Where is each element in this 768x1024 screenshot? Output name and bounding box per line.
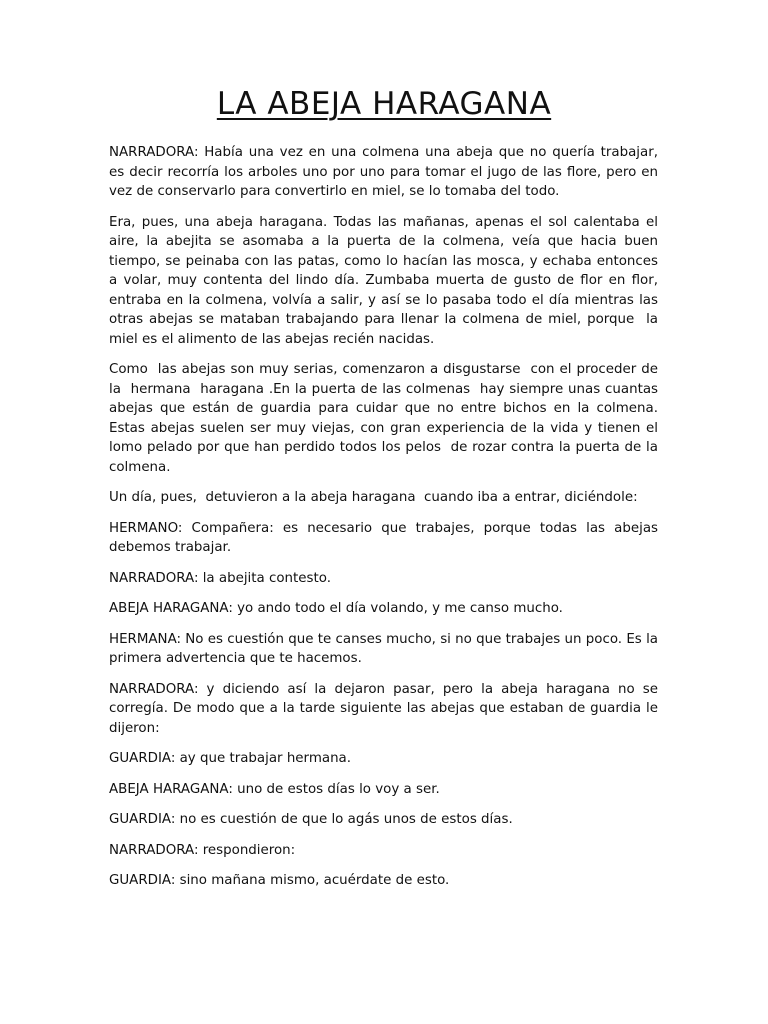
paragraph-12: GUARDIA: no es cuestión de que lo agás unos de estos días. [109,812,513,827]
paragraph-7: ABEJA HARAGANA: yo ando todo el día volando, y me canso mucho. [109,601,563,616]
paragraph-3: Como las abejas son muy serias, comenzaron a disgustarse con el proceder de la hermana haragana .En la puerta de las colmenas hay siempre unas cuantas abejas que están de guardia para cuidar que no entre bichos en la colmena. Estas abejas suelen ser muy viejas, con gran experiencia de la vida y tienen el lomo pelado por que han perdido todos los pelos de rozar contra la puerta de la colmena. [109,362,663,475]
paragraph-4: Un día, pues, detuvieron a la abeja haragana cuando iba a entrar, diciéndole: [109,490,638,505]
paragraph-5: HERMANO: Compañera: es necesario que trabajes, porque todas las abejas debemos trabajar. [109,520,663,555]
paragraph-14: GUARDIA: sino mañana mismo, acuérdate de esto. [109,873,450,888]
document-body [109,143,663,902]
document-title: LA ABEJA HARAGANA [216,86,552,122]
paragraph-6: NARRADORA: la abejita contesto. [109,570,331,586]
paragraph-8: HERMANA: No es cuestión que te canses mucho, si no que trabajes un poco. Es la primera advertencia que te hacemos. [109,631,663,666]
paragraph-9: NARRADORA: y diciendo así la dejaron pasar, pero la abeja haragana no se corregía. De modo que a la tarde siguiente las abejas que estaban de guardia le dijeron: [109,681,663,736]
paragraph-2: Era, pues, una abeja haragana. Todas las mañanas, apenas el sol calentaba el aire, la abejita se asomaba a la puerta de la colmena, veía que hacia buen tiempo, se peinaba con las patas, como lo hacían las mosca, y echaba entonces a volar, muy contenta del lindo día. Zumbaba muerta de gusto de flor en flor, entraba en la colmena, volvía a salir, y así se lo pasaba todo el día mientras las otras abejas se mataban trabajando para llenar la colmena de miel, porque la miel es el alimento de las abejas recién nacidas. [109,214,663,347]
paragraph-13: NARRADORA: respondieron: [109,842,296,858]
paragraph-11: ABEJA HARAGANA: uno de estos días lo voy a ser. [109,781,440,797]
paragraph-10: GUARDIA: ay que trabajar hermana. [109,751,352,766]
paragraph-1: NARRADORA: Había una vez en una colmena una abeja que no quería trabajar, es decir recorría los arboles uno por uno para tomar el jugo de las flore, pero en vez de conservarlo para convertirlo en miel, se lo tomaba del todo. [109,145,663,199]
